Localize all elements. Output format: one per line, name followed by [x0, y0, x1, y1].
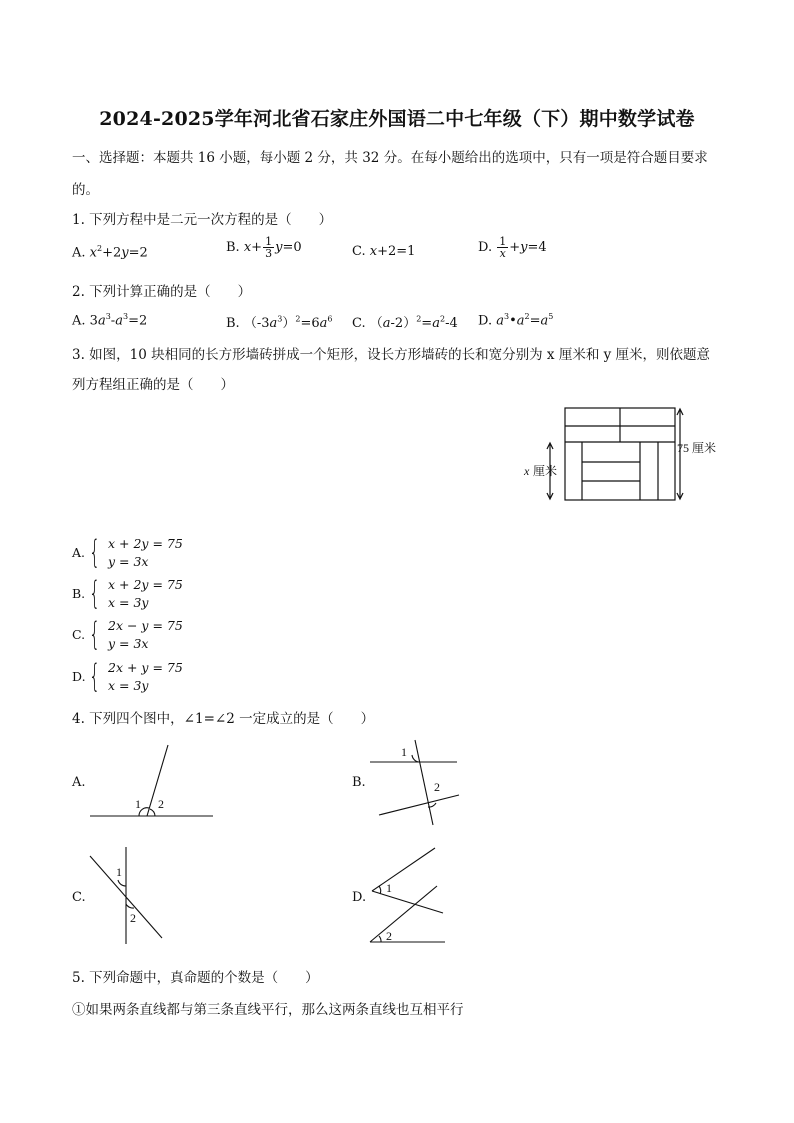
q4-figure-c [85, 842, 170, 947]
q4-figure-a [85, 740, 220, 825]
svg-text:2: 2 [434, 780, 440, 794]
svg-text:1: 1 [401, 745, 407, 759]
q4-option-c-label: C. [72, 890, 86, 905]
q1-option-a: A. $x^2+2y=2$ [72, 244, 148, 261]
x-var-label: x [524, 464, 530, 478]
svg-text:1: 1 [135, 797, 141, 811]
q2-option-a: A. $3a^3-a^3=2$ [72, 312, 148, 329]
x-unit-label: 厘米 [533, 464, 558, 478]
q1-stem: 1. 下列方程中是二元一次方程的是（ ） [72, 212, 333, 228]
svg-text:2: 2 [386, 929, 392, 943]
q3-stem-cont: 列方程组正确的是（ ） [72, 377, 234, 393]
svg-text:1: 1 [116, 865, 122, 879]
q2-option-c: C. $(a-2)^2=a^2-4$ [352, 314, 458, 331]
svg-text:2: 2 [130, 911, 136, 925]
q4-option-b-label: B. [352, 775, 366, 790]
page-title: 2024-2025学年河北省石家庄外国语二中七年级（下）期中数学试卷 [99, 108, 695, 130]
q1-option-d: D. $\frac{1}{x}$ +y=4 [478, 235, 547, 260]
brace-icon: { [89, 533, 101, 571]
q2-option-b: B. $(-3a^3)^2=6a^6$ [226, 314, 333, 331]
svg-text:2: 2 [158, 797, 164, 811]
height-label: 75 厘米 [677, 441, 717, 455]
q4-figure-b [365, 735, 465, 830]
q4-figure-d [365, 842, 455, 947]
brace-icon: { [89, 615, 101, 653]
brace-icon: { [89, 574, 101, 612]
q3-stem: 3. 如图，10 块相同的长方形墙砖拼成一个矩形，设长方形墙砖的长和宽分别为 x 厘米和 y 厘米，则依题意 [72, 347, 711, 363]
q4-stem: 4. 下列四个图中，∠1=∠2 一定成立的是（ ） [72, 711, 375, 727]
section-heading: 一、选择题：本题共 16 小题，每小题 2 分，共 32 分。在每小题给出的选项中，只有一项是符合题目要求 [72, 150, 708, 166]
q4-option-d-label: D. [352, 890, 367, 905]
q1-option-b: B. x+ $\frac{1}{3}$ y=0 [226, 235, 302, 260]
q4-option-a-label: A. [72, 775, 86, 790]
exam-page: 2024-2025学年河北省石家庄外国语二中七年级（下）期中数学试卷 一、选择题：本题共 16 小题，每小题 2 分，共 32 分。在每小题给出的选项中，只有一项是符合题目要求 的。 1. 下列方程中是二元一次方程的是（ ） A. $x^2+2y=2$ B. x+ $\frac{1}{3}$ y=0 C. x+2=1 D. $\frac{1}{x}$ +y=4 2. 下列计算正确的是（ ） A. $3a^3-a^3=2$ B. $(-3a^3)^2=6a^6$ C. $(a-2)^2=a^2-4$ D. $a^3•a^2=a^5$ 3. 如图，10 块相同的长方形墙砖拼成一个矩形，设长方形墙砖的长和宽分别为 x 厘米和 y 厘米，则依题意 列方程组正确的是（ ） 75 厘米 x 厘米 A. { x + 2y = 75 y = 3x B. { x + 2y = 75 x = 3y C. { 2x − y = 75 y = 3x D. { 2x + y = 75 x = 3y 4. 下列四个图中，∠1=∠2 一定成立的是（ ） A. 1 2 B. 1 2 C. 1 2 D. 1 2 5. 下列命题中，真命题的个数是（ ） ①如果两条直线都与第三条直线平行，那么这两条直线也互相平行 [0, 0, 794, 1123]
svg-text:1: 1 [386, 881, 392, 895]
q1-option-c: C. x+2=1 [352, 244, 416, 259]
section-heading-cont: 的。 [72, 182, 99, 198]
q2-option-d: D. $a^3•a^2=a^5$ [478, 312, 554, 329]
brace-icon: { [89, 657, 101, 695]
q2-stem: 2. 下列计算正确的是（ ） [72, 284, 252, 300]
q5-item-1: ①如果两条直线都与第三条直线平行，那么这两条直线也互相平行 [72, 1002, 464, 1018]
q5-stem: 5. 下列命题中，真命题的个数是（ ） [72, 970, 319, 986]
q3-brick-figure [520, 400, 730, 510]
